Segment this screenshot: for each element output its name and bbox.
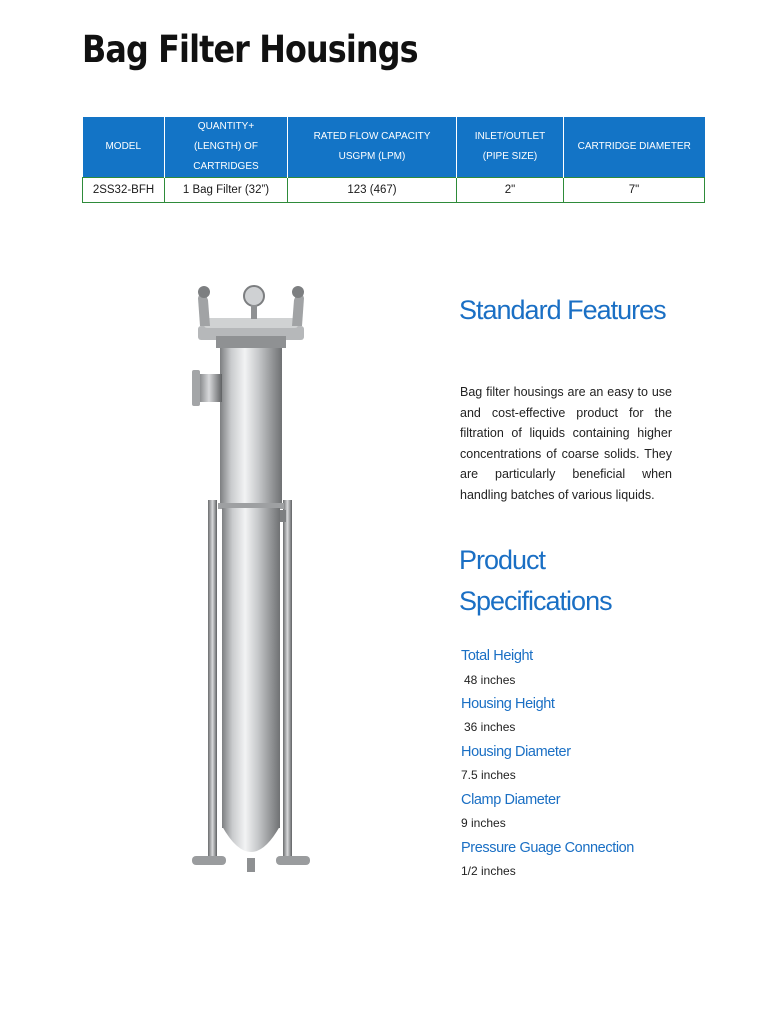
cell-flow-capacity: 123 (467) bbox=[288, 178, 457, 203]
header-cartridge-diameter: CARTRIDGE DIAMETER bbox=[564, 117, 705, 178]
spec-housing-diameter-value: 7.5 inches bbox=[461, 768, 516, 782]
page-title: Bag Filter Housings bbox=[82, 28, 418, 71]
standard-features-heading: Standard Features bbox=[459, 295, 666, 325]
spec-housing-diameter-label: Housing Diameter bbox=[461, 744, 571, 760]
bag-filter-housing-image bbox=[180, 278, 328, 888]
header-model: MODEL bbox=[83, 117, 165, 178]
spec-pressure-gauge-label: Pressure Guage Connection bbox=[461, 840, 634, 856]
spec-housing-height-label: Housing Height bbox=[461, 696, 555, 712]
product-spec-table bbox=[82, 117, 705, 203]
table-row bbox=[83, 178, 705, 203]
header-quantity: QUANTITY+ (LENGTH) OF CARTRIDGES bbox=[165, 117, 288, 178]
cell-model: 2SS32-BFH bbox=[83, 178, 165, 203]
spec-clamp-diameter-label: Clamp Diameter bbox=[461, 792, 561, 808]
spec-housing-height-value: 36 inches bbox=[464, 720, 516, 734]
header-flow-capacity: RATED FLOW CAPACITY USGPM (LPM) bbox=[288, 117, 457, 178]
product-specifications-heading: Product Specifications bbox=[459, 545, 612, 616]
header-inlet-outlet: INLET/OUTLET (PIPE SIZE) bbox=[457, 117, 564, 178]
standard-features-text: Bag filter housings are an easy to use and cost-effective product for the filtration of liquids containing higher concentrations of coarse solids. They are particularly beneficial when handling batches of various liquids. bbox=[460, 385, 672, 502]
table-header-row bbox=[83, 117, 705, 178]
spec-total-height-value: 48 inches bbox=[464, 673, 516, 687]
cell-pipe-size: 2" bbox=[457, 178, 564, 203]
spec-clamp-diameter-value: 9 inches bbox=[461, 816, 506, 830]
cell-cartridge-diameter: 7" bbox=[564, 178, 705, 203]
spec-total-height-label: Total Height bbox=[461, 648, 533, 664]
spec-pressure-gauge-value: 1/2 inches bbox=[461, 864, 516, 878]
cell-quantity: 1 Bag Filter (32”) bbox=[165, 178, 288, 203]
